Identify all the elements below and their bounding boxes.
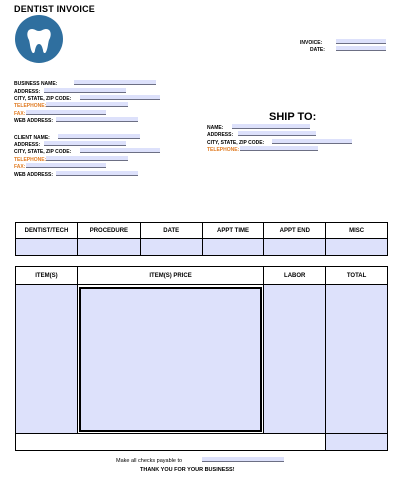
business-fax-label: FAX: bbox=[14, 111, 26, 117]
document-title: DENTIST INVOICE bbox=[14, 4, 96, 14]
client-city-field[interactable] bbox=[80, 148, 160, 153]
col-date: DATE bbox=[140, 223, 202, 239]
ship-to-name-label: NAME: bbox=[207, 125, 224, 131]
date-cell[interactable] bbox=[140, 239, 202, 256]
appt-time-cell[interactable] bbox=[202, 239, 264, 256]
total-cell[interactable] bbox=[326, 285, 388, 434]
business-address-label: ADDRESS: bbox=[14, 89, 41, 95]
items-table bbox=[15, 266, 388, 451]
procedure-cell[interactable] bbox=[77, 239, 140, 256]
total-label-cell bbox=[16, 434, 326, 451]
col-misc: MISC bbox=[326, 223, 388, 239]
client-fax-field[interactable] bbox=[26, 163, 106, 168]
items-header-row bbox=[16, 267, 388, 285]
checks-payable-field[interactable] bbox=[202, 457, 284, 462]
client-name-field[interactable] bbox=[58, 134, 140, 139]
client-name-label: CLIENT NAME: bbox=[14, 135, 50, 141]
business-web-field[interactable] bbox=[56, 117, 138, 122]
business-web-label: WEB ADDRESS: bbox=[14, 118, 53, 124]
col-labor: LABOR bbox=[264, 267, 326, 285]
ship-to-address-field[interactable] bbox=[238, 131, 316, 136]
date-label: DATE: bbox=[310, 47, 325, 53]
ship-to-address-label: ADDRESS: bbox=[207, 132, 234, 138]
business-city-field[interactable] bbox=[80, 95, 160, 100]
invoice-label: INVOICE: bbox=[300, 40, 323, 46]
grand-total-cell[interactable] bbox=[326, 434, 388, 451]
business-address-field[interactable] bbox=[44, 88, 126, 93]
client-city-label: CITY, STATE, ZIP CODE: bbox=[14, 149, 72, 155]
client-address-label: ADDRESS: bbox=[14, 142, 41, 148]
thank-you-text: THANK YOU FOR YOUR BUSINESS! bbox=[140, 467, 235, 473]
client-telephone-label: TELEPHONE: bbox=[14, 157, 47, 163]
thanks-wrapper bbox=[140, 467, 235, 473]
business-name-field[interactable] bbox=[74, 80, 156, 85]
business-fax-field[interactable] bbox=[26, 110, 106, 115]
col-appt-time: APPT TIME bbox=[202, 223, 264, 239]
checks-payable-text: Make all checks payable to bbox=[116, 458, 183, 464]
misc-cell[interactable] bbox=[326, 239, 388, 256]
invoice-date-field[interactable] bbox=[336, 46, 386, 51]
col-items: ITEM(S) bbox=[16, 267, 78, 285]
col-items-price: ITEM(S) PRICE bbox=[77, 267, 263, 285]
ship-to-telephone-label: TELEPHONE: bbox=[207, 147, 240, 153]
appointment-header-row bbox=[16, 223, 388, 239]
business-name-label: BUSINESS NAME: bbox=[14, 81, 58, 87]
items-price-cell[interactable] bbox=[79, 287, 262, 432]
labor-cell[interactable] bbox=[264, 285, 326, 434]
business-city-label: CITY, STATE, ZIP CODE: bbox=[14, 96, 72, 102]
ship-to-city-field[interactable] bbox=[272, 139, 352, 144]
col-procedure: PROCEDURE bbox=[77, 223, 140, 239]
ship-to-city-label: CITY, STATE, ZIP CODE: bbox=[207, 140, 265, 146]
col-dentist-tech: DENTIST/TECH bbox=[16, 223, 78, 239]
appointment-table bbox=[15, 222, 388, 256]
client-telephone-field[interactable] bbox=[46, 156, 128, 161]
ship-to-name-field[interactable] bbox=[232, 124, 310, 129]
appointment-entry-row bbox=[16, 239, 388, 256]
ship-to-telephone-field[interactable] bbox=[240, 146, 318, 151]
items-cell[interactable] bbox=[16, 285, 78, 434]
tooth-icon bbox=[15, 15, 63, 63]
client-web-field[interactable] bbox=[56, 171, 138, 176]
invoice-number-field[interactable] bbox=[336, 39, 386, 44]
ship-to-heading: SHIP TO: bbox=[269, 111, 317, 123]
appt-end-cell[interactable] bbox=[264, 239, 326, 256]
business-telephone-label: TELEPHONE: bbox=[14, 103, 47, 109]
client-address-field[interactable] bbox=[44, 141, 126, 146]
items-body-row bbox=[16, 285, 388, 434]
items-total-row bbox=[16, 434, 388, 451]
dentist-tech-cell[interactable] bbox=[16, 239, 78, 256]
col-appt-end: APPT END bbox=[264, 223, 326, 239]
business-telephone-field[interactable] bbox=[46, 102, 128, 107]
client-web-label: WEB ADDRESS: bbox=[14, 172, 53, 178]
client-fax-label: FAX: bbox=[14, 164, 26, 170]
items-price-wrapper bbox=[77, 285, 263, 434]
col-total: TOTAL bbox=[326, 267, 388, 285]
